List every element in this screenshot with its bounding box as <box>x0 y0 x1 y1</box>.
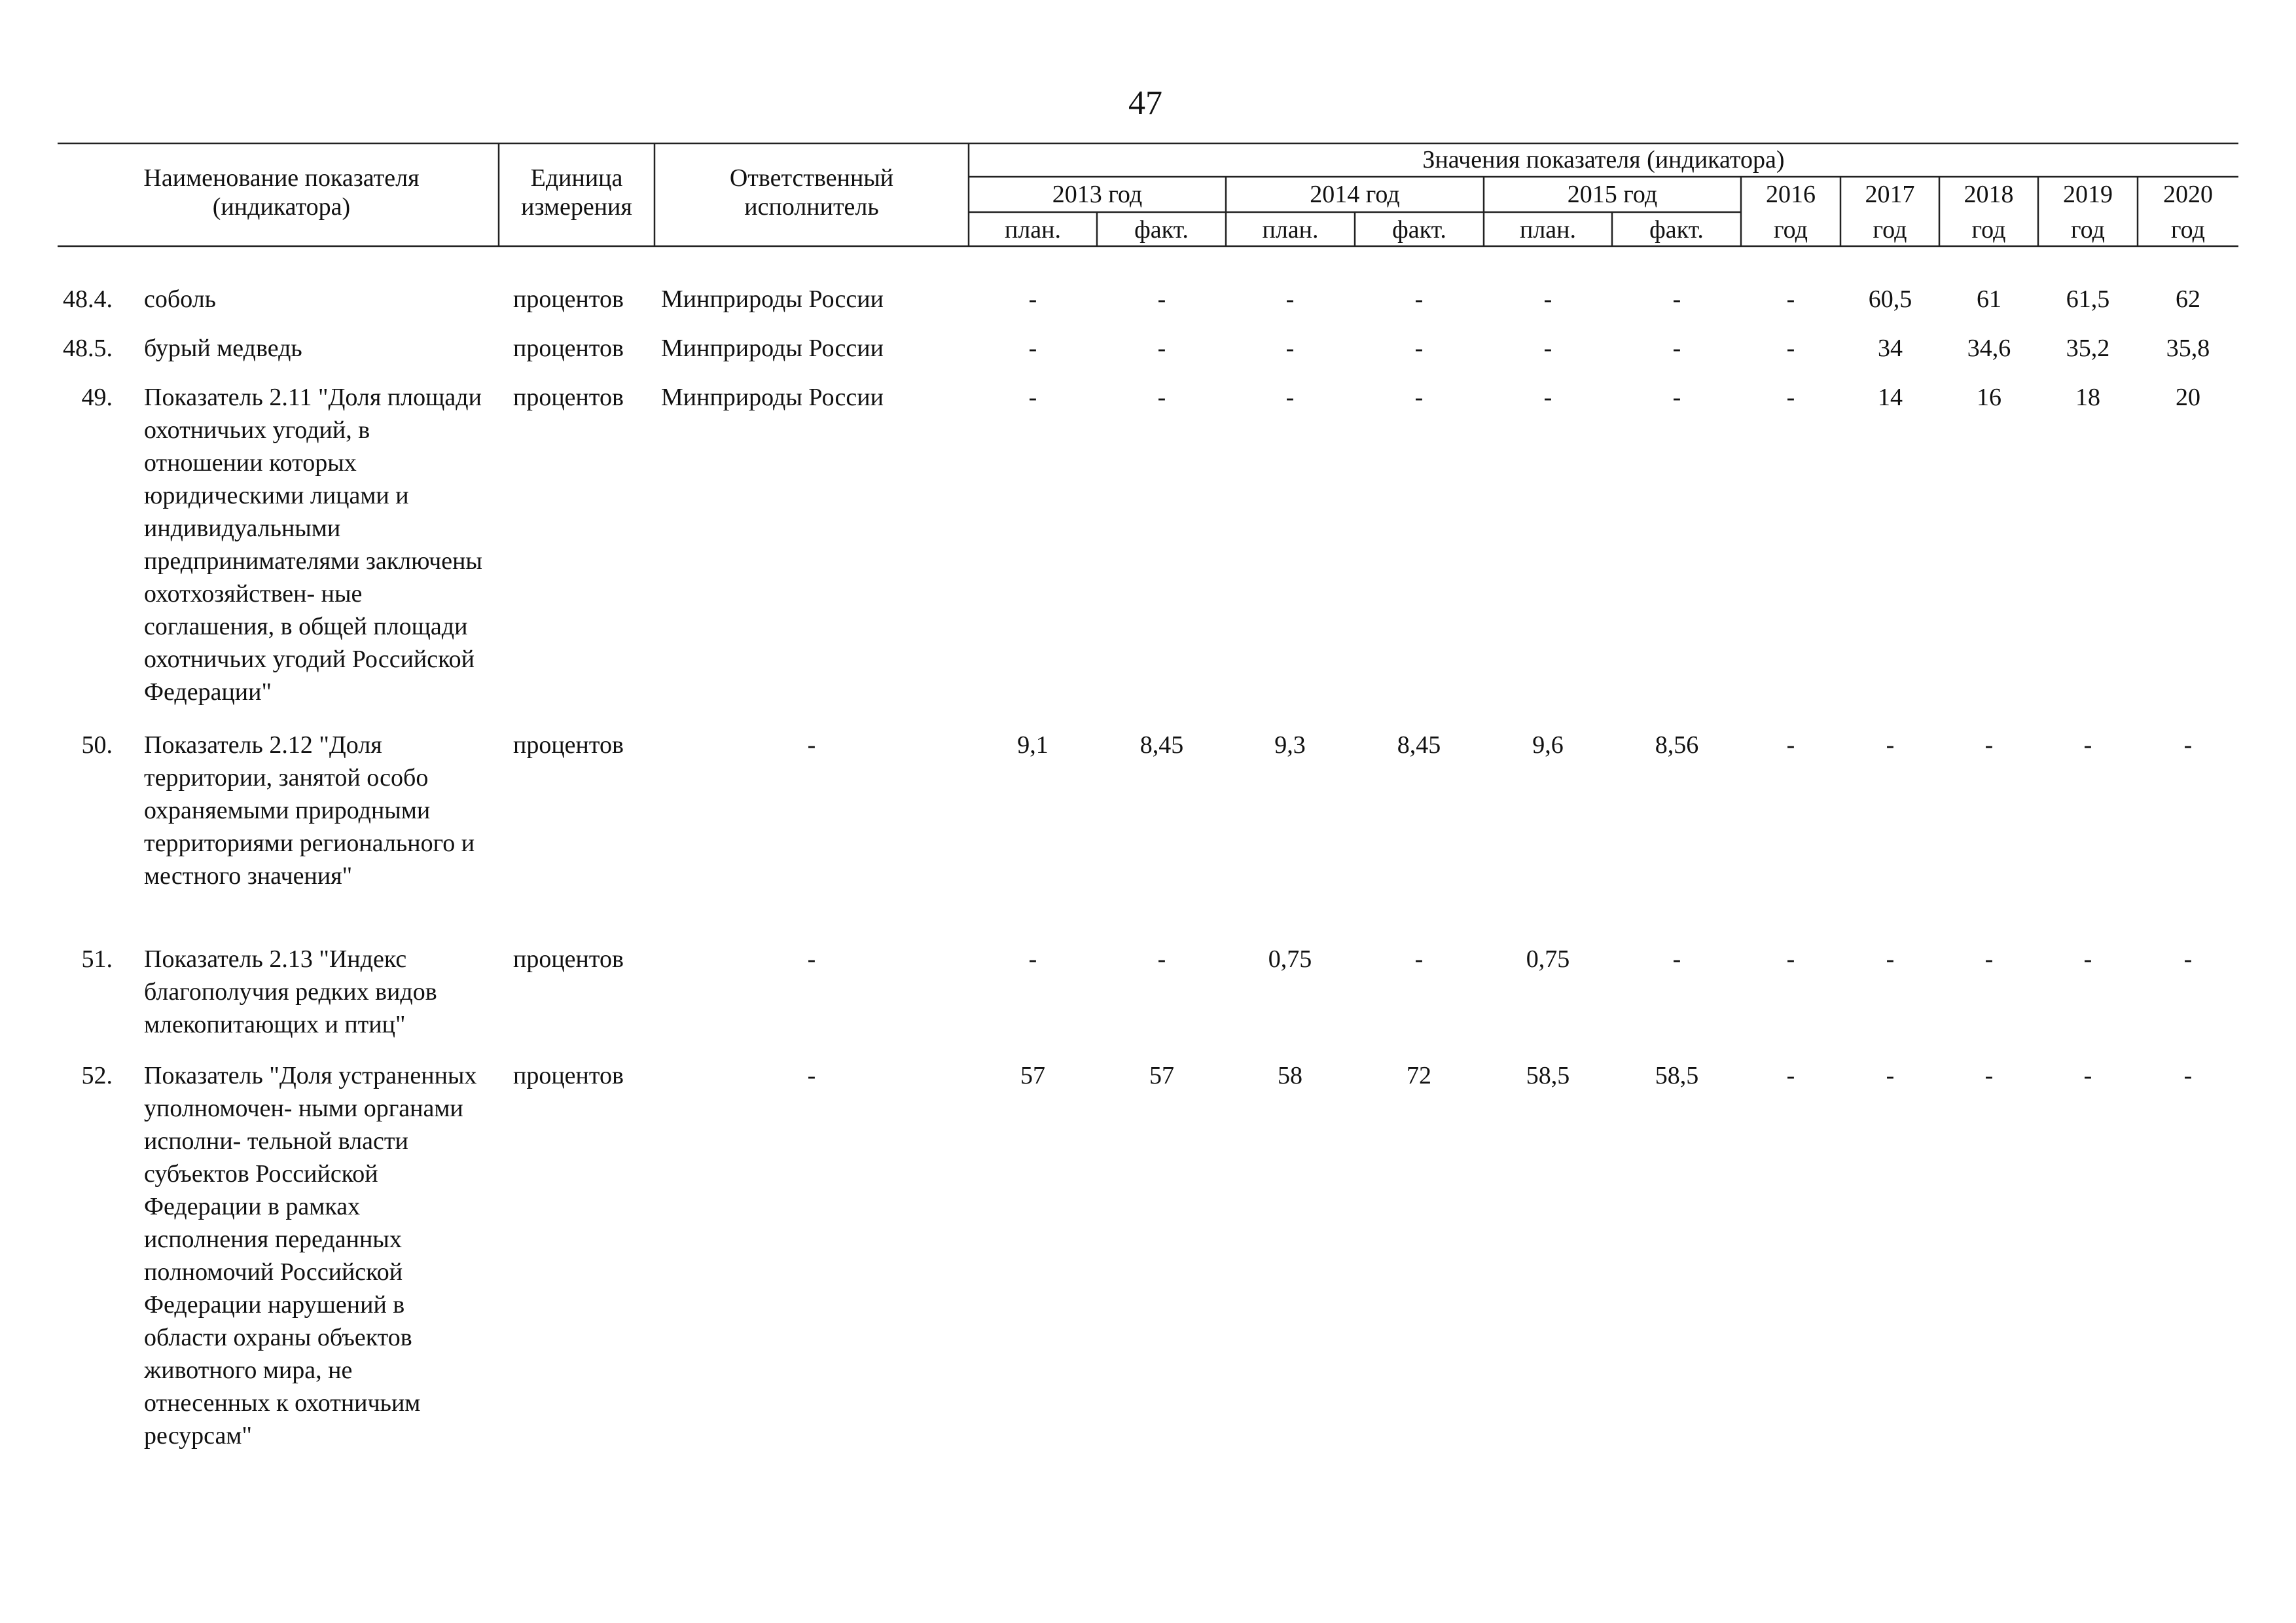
header-year-2015: 2015 год <box>1567 181 1658 208</box>
value-cell: 8,45 <box>1139 731 1184 759</box>
value-cell: - <box>2183 1062 2193 1089</box>
value-cell: 8,45 <box>1397 731 1441 759</box>
value-cell: - <box>1984 731 1994 759</box>
unit-cell: процентов <box>513 731 624 759</box>
header-2015-fact: факт. <box>1649 216 1704 244</box>
value-cell: - <box>1285 335 1295 362</box>
value-cell: 57 <box>1020 1062 1045 1089</box>
value-cell: - <box>1672 384 1681 411</box>
value-cell: 34 <box>1878 335 1903 362</box>
responsible-cell: Минприроды России <box>661 384 884 411</box>
value-cell: 57 <box>1149 1062 1174 1089</box>
header-2014-plan: план. <box>1262 216 1319 244</box>
value-cell: - <box>1414 335 1424 362</box>
value-cell: - <box>1786 384 1795 411</box>
row-number: 49. <box>81 384 113 411</box>
unit-cell: процентов <box>513 945 624 973</box>
value-cell: 16 <box>1977 384 2001 411</box>
value-cell: - <box>1414 285 1424 313</box>
header-responsible: Ответственный исполнитель <box>729 164 894 221</box>
value-cell: 35,8 <box>2166 335 2210 362</box>
header-2016-god: год <box>1774 216 1808 244</box>
value-cell: - <box>1028 285 1037 313</box>
header-2020-god: год <box>2171 216 2205 244</box>
page-number: 47 <box>1128 84 1162 122</box>
header-2019-god: год <box>2071 216 2105 244</box>
unit-cell: процентов <box>513 384 624 411</box>
value-cell: - <box>1886 945 1895 973</box>
row-number: 48.4. <box>63 285 113 313</box>
value-cell: - <box>1786 731 1795 759</box>
header-2015-plan: план. <box>1519 216 1576 244</box>
header-2017: 2017 <box>1865 181 1915 208</box>
value-cell: - <box>1786 335 1795 362</box>
value-cell: - <box>1157 335 1166 362</box>
value-cell: 8,56 <box>1655 731 1699 759</box>
responsible-cell: - <box>807 945 816 973</box>
responsible-cell: Минприроды России <box>661 335 884 362</box>
value-cell: 9,3 <box>1274 731 1306 759</box>
value-cell: - <box>1886 731 1895 759</box>
header-values-group: Значения показателя (индикатора) <box>1422 146 1785 173</box>
value-cell: - <box>2083 731 2092 759</box>
indicator-name: Показатель 2.11 "Доля площади охотничьих угодий, в отношении которых юридическими лицами и индивидуальными предпринимателями заключены охотхозяйствен- ные соглашения, в общей площади охотничьих угодий Российской Федерации" <box>144 384 482 706</box>
value-cell: 14 <box>1878 384 1903 411</box>
value-cell: - <box>1984 1062 1994 1089</box>
header-year-2013: 2013 год <box>1052 181 1143 208</box>
value-cell: - <box>1414 384 1424 411</box>
indicator-name: Показатель 2.13 "Индекс благополучия редких видов млекопитающих и птиц" <box>144 945 437 1038</box>
value-cell: - <box>1028 335 1037 362</box>
value-cell: - <box>1543 285 1552 313</box>
value-cell: - <box>1786 1062 1795 1089</box>
value-cell: 0,75 <box>1526 945 1570 973</box>
value-cell: 60,5 <box>1868 285 1912 313</box>
value-cell: - <box>1886 1062 1895 1089</box>
header-2018-god: год <box>1971 216 2006 244</box>
header-2019: 2019 <box>2063 181 2113 208</box>
value-cell: - <box>1285 285 1295 313</box>
value-cell: 34,6 <box>1967 335 2011 362</box>
unit-cell: процентов <box>513 1062 624 1089</box>
value-cell: - <box>1984 945 1994 973</box>
value-cell: - <box>1672 945 1681 973</box>
value-cell: 9,6 <box>1532 731 1564 759</box>
header-year-2014: 2014 год <box>1310 181 1400 208</box>
value-cell: - <box>1786 285 1795 313</box>
header-2014-fact: факт. <box>1392 216 1446 244</box>
value-cell: - <box>1543 335 1552 362</box>
value-cell: 61,5 <box>2066 285 2110 313</box>
value-cell: 62 <box>2176 285 2200 313</box>
value-cell: 58,5 <box>1526 1062 1570 1089</box>
value-cell: 9,1 <box>1017 731 1049 759</box>
row-number: 52. <box>81 1062 113 1089</box>
row-number: 48.5. <box>63 335 113 362</box>
header-2016: 2016 <box>1766 181 1816 208</box>
row-number: 51. <box>81 945 113 973</box>
value-cell: 35,2 <box>2066 335 2110 362</box>
value-cell: - <box>2183 945 2193 973</box>
value-cell: - <box>1672 285 1681 313</box>
value-cell: - <box>1414 945 1424 973</box>
header-2013-plan: план. <box>1004 216 1061 244</box>
indicator-name: бурый медведь <box>144 335 302 362</box>
header-unit: Единица измерения <box>521 164 632 221</box>
value-cell: - <box>1157 945 1166 973</box>
value-cell: 61 <box>1977 285 2001 313</box>
unit-cell: процентов <box>513 285 624 313</box>
responsible-cell: Минприроды России <box>661 285 884 313</box>
value-cell: 0,75 <box>1268 945 1312 973</box>
responsible-cell: - <box>807 1062 816 1089</box>
header-2020: 2020 <box>2163 181 2213 208</box>
indicator-name: Показатель "Доля устраненных уполномочен- ными органами исполни- тельной власти субъектов Российской Федерации в рамках исполнения переданных полномочий Российской Федерации нарушений в области охраны объектов животного мира, не отнесенных к охотничьим ресурсам" <box>144 1062 477 1450</box>
value-cell: - <box>1543 384 1552 411</box>
value-cell: - <box>1157 285 1166 313</box>
value-cell: - <box>2183 731 2193 759</box>
value-cell: - <box>2083 1062 2092 1089</box>
indicator-name: соболь <box>144 285 216 313</box>
unit-cell: процентов <box>513 335 624 362</box>
value-cell: - <box>2083 945 2092 973</box>
header-2013-fact: факт. <box>1134 216 1189 244</box>
header-2017-god: год <box>1873 216 1907 244</box>
value-cell: - <box>1285 384 1295 411</box>
row-number: 50. <box>81 731 113 759</box>
value-cell: - <box>1157 384 1166 411</box>
value-cell: - <box>1786 945 1795 973</box>
value-cell: 58 <box>1278 1062 1302 1089</box>
indicator-name: Показатель 2.12 "Доля территории, занятой особо охраняемыми природными территориями регионального и местного значения" <box>144 731 475 890</box>
value-cell: 58,5 <box>1655 1062 1699 1089</box>
value-cell: 20 <box>2176 384 2200 411</box>
value-cell: 18 <box>2075 384 2100 411</box>
header-name: Наименование показателя (индикатора) <box>143 164 420 221</box>
value-cell: - <box>1028 945 1037 973</box>
value-cell: - <box>1028 384 1037 411</box>
value-cell: 72 <box>1407 1062 1431 1089</box>
responsible-cell: - <box>807 731 816 759</box>
value-cell: - <box>1672 335 1681 362</box>
header-2018: 2018 <box>1964 181 2014 208</box>
